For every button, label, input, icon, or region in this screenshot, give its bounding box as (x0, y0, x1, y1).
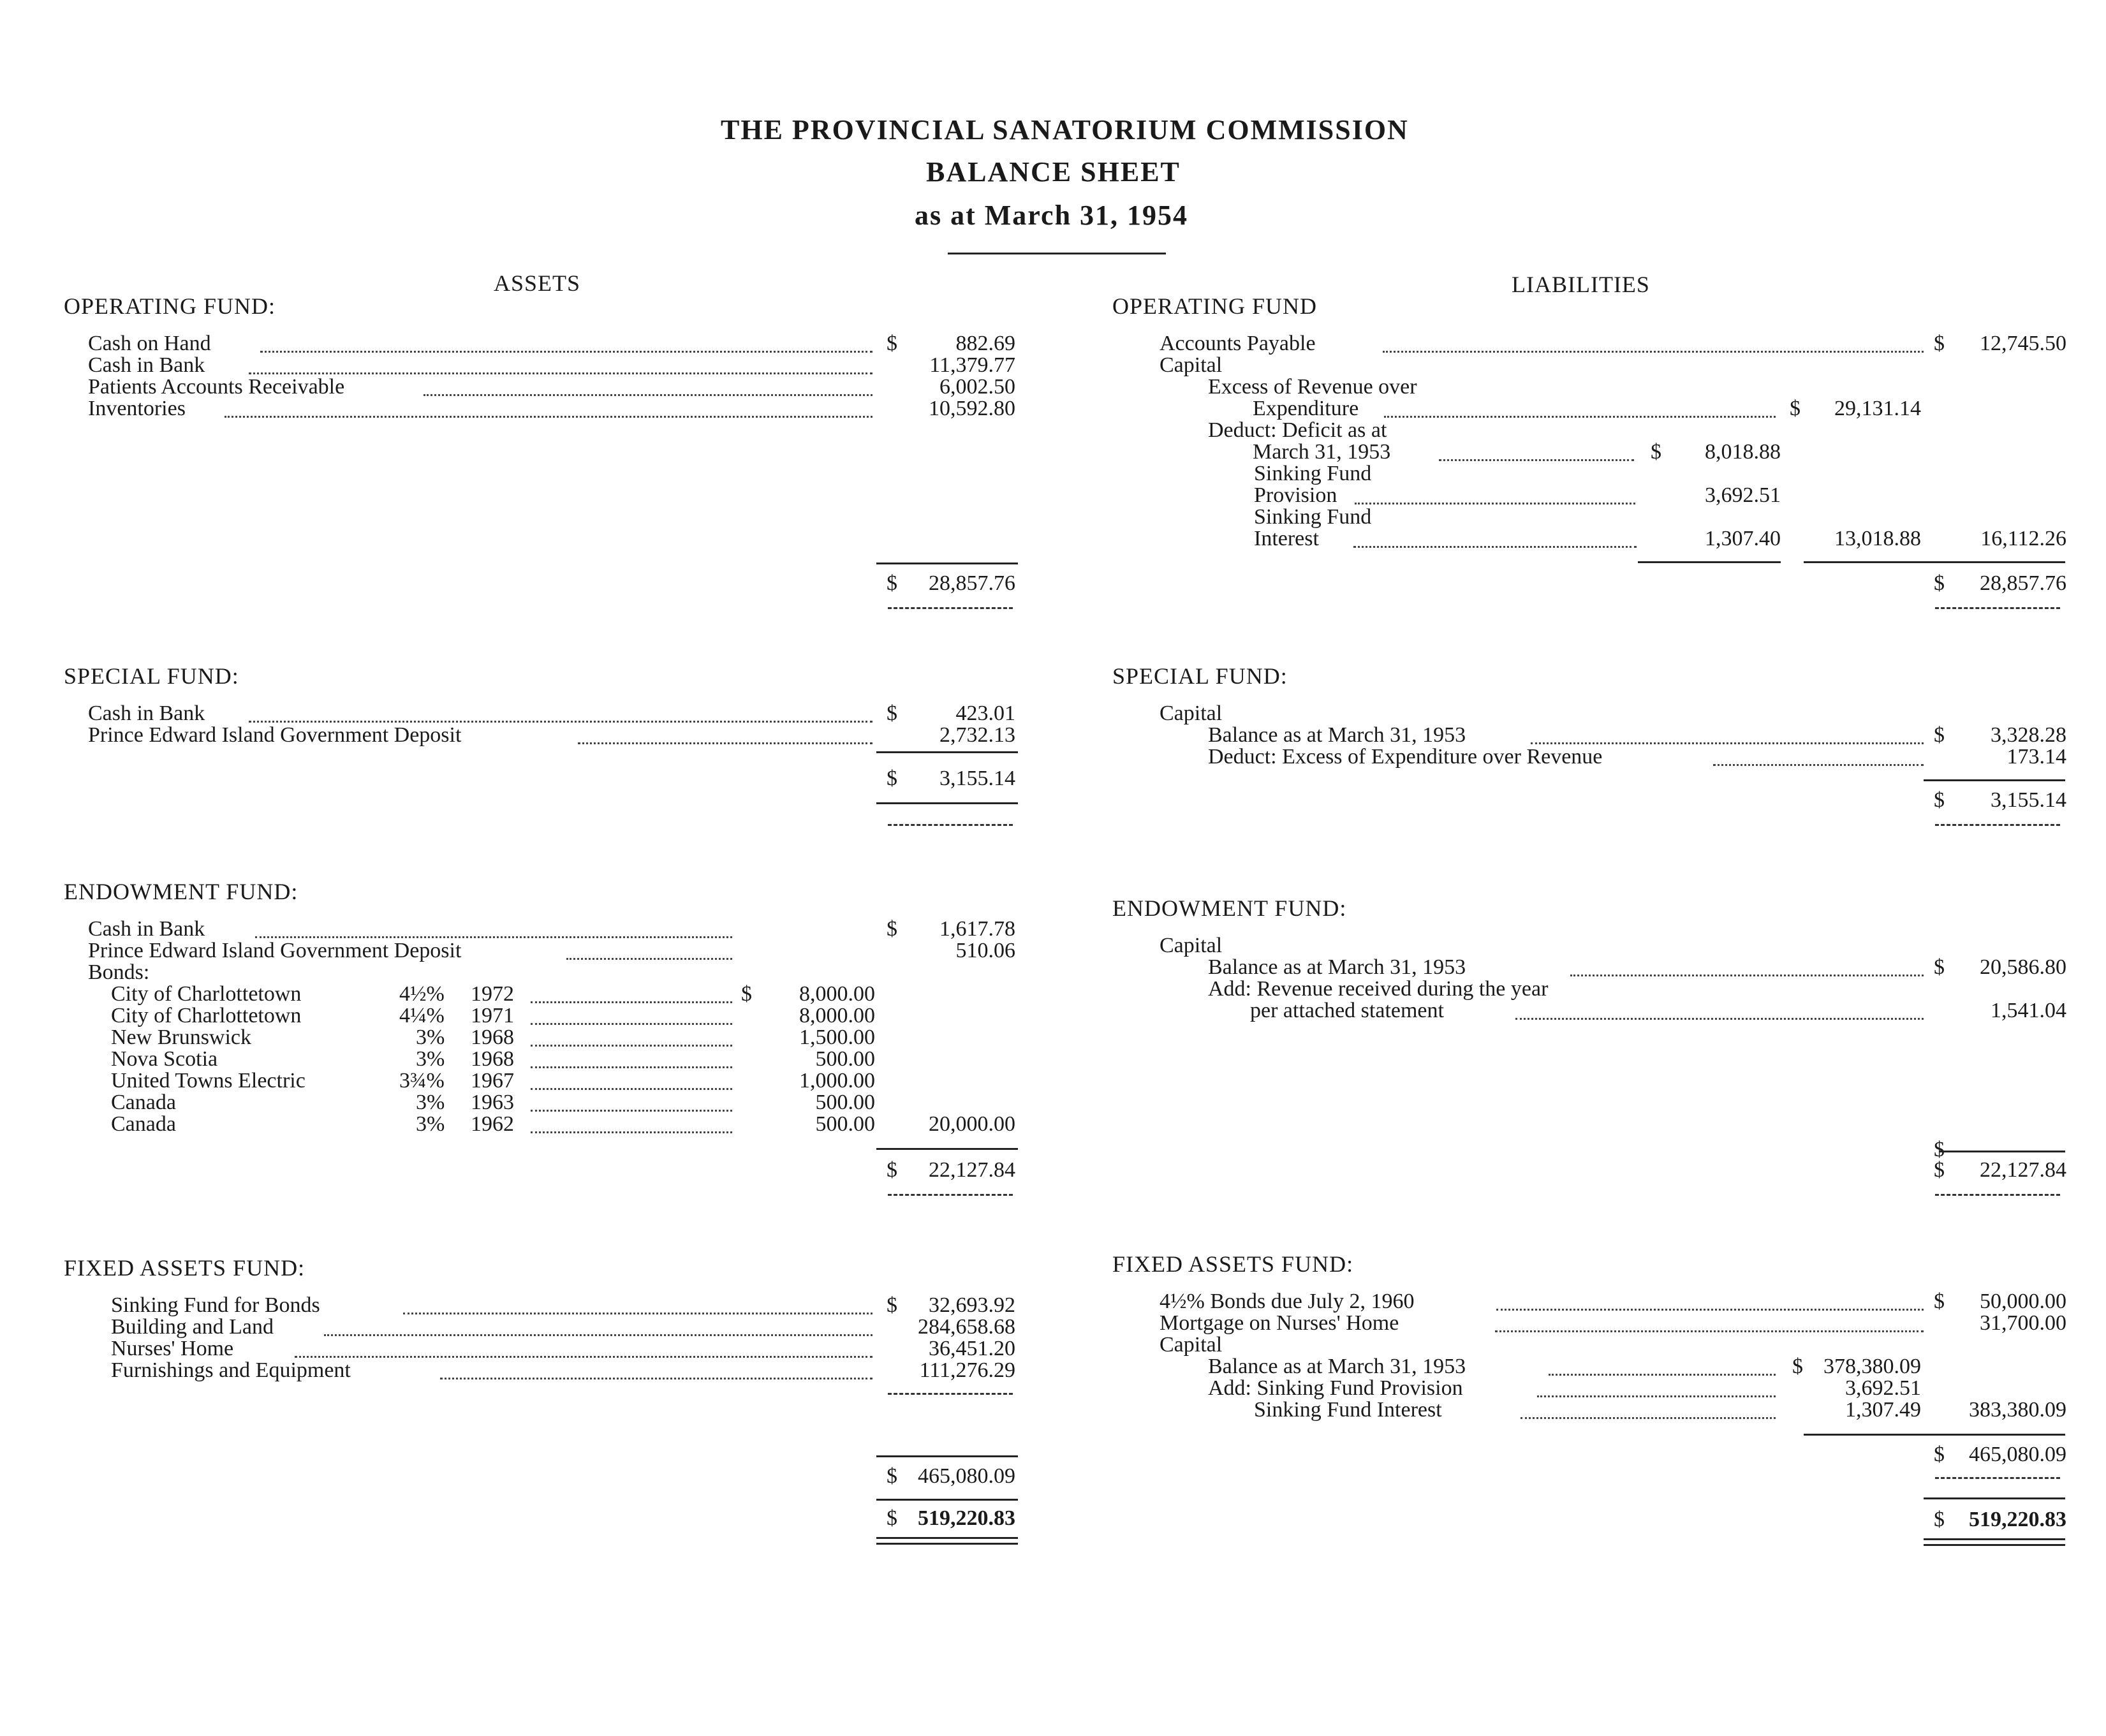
dollar-sign: $ (887, 571, 897, 595)
row-label: Balance as at March 31, 1953 (1208, 955, 1466, 979)
row-amount: 1,541.04 (1991, 999, 2066, 1022)
row-amount: 36,451.20 (929, 1337, 1015, 1360)
bond-year: 1968 (471, 1026, 514, 1049)
document-subtitle: BALANCE SHEET (926, 156, 1181, 188)
dollar-sign: $ (887, 1293, 897, 1317)
bond-rate: 4½% (399, 982, 445, 1006)
row-amount: 11,379.77 (929, 353, 1015, 377)
row-label: Deduct: Excess of Expenditure over Revenue (1208, 745, 1603, 769)
section-total: 28,857.76 (929, 571, 1015, 595)
liabilities-heading: LIABILITIES (1512, 272, 1650, 297)
bond-amount: 500.00 (815, 1112, 875, 1136)
row-amount: 10,592.80 (929, 397, 1015, 420)
dollar-sign: $ (1934, 1290, 1945, 1313)
dollar-sign: $ (1934, 1158, 1945, 1182)
row-amount: 8,018.88 (1705, 440, 1781, 464)
row-amount: 32,693.92 (929, 1293, 1015, 1317)
row-amount: 12,745.50 (1980, 332, 2066, 355)
header-rule (948, 253, 1166, 254)
row-label: Prince Edward Island Government Deposit (88, 939, 462, 962)
row-amount: 284,658.68 (918, 1315, 1015, 1339)
row-label: Cash in Bank (88, 917, 205, 941)
dollar-sign: $ (1790, 397, 1800, 420)
row-amount: 31,700.00 (1980, 1311, 2066, 1335)
bond-year: 1972 (471, 982, 514, 1006)
section-total: 28,857.76 (1980, 571, 2066, 595)
capital-label: Capital (1160, 702, 1223, 725)
dollar-sign: $ (887, 917, 897, 941)
document-title: THE PROVINCIAL SANATORIUM COMMISSION (721, 114, 1409, 145)
section-title: OPERATING FUND: (64, 293, 276, 319)
dollar-sign: $ (1651, 440, 1661, 464)
dollar-sign: $ (1792, 1355, 1803, 1378)
bond-year: 1971 (471, 1004, 514, 1027)
bond-rate: 3% (416, 1026, 445, 1049)
bond-amount: 8,000.00 (799, 982, 875, 1006)
grand-total-double-rule (1924, 1538, 2065, 1546)
section-title: OPERATING FUND (1112, 293, 1318, 319)
row-label: Deduct: Deficit as at (1208, 418, 1387, 442)
row-label: 4½% Bonds due July 2, 1960 (1160, 1290, 1415, 1313)
row-label: Sinking Fund for Bonds (111, 1293, 320, 1317)
row-label: Interest (1254, 527, 1319, 550)
row-amount: 6,002.50 (939, 375, 1015, 399)
dollar-sign: $ (1934, 1138, 1945, 1161)
bond-rate: 3% (416, 1047, 445, 1071)
bond-rate: 4¼% (399, 1004, 445, 1027)
bond-year: 1967 (471, 1069, 514, 1092)
row-label: Inventories (88, 397, 186, 420)
row-amount: 1,307.40 (1705, 527, 1781, 550)
bond-name: Canada (111, 1091, 176, 1114)
bond-rate: 3% (416, 1112, 445, 1136)
section-title: ENDOWMENT FUND: (1112, 895, 1347, 921)
grand-total-double-rule (876, 1537, 1018, 1545)
row-label: Nurses' Home (111, 1337, 234, 1360)
bond-name: New Brunswick (111, 1026, 252, 1049)
row-label: Balance as at March 31, 1953 (1208, 723, 1466, 747)
bond-name: Nova Scotia (111, 1047, 218, 1071)
dollar-sign: $ (1934, 788, 1945, 812)
bond-name: Canada (111, 1112, 176, 1136)
row-label: Accounts Payable (1160, 332, 1316, 355)
row-label: Sinking Fund Interest (1254, 1398, 1442, 1422)
row-amount: 423.01 (955, 702, 1015, 725)
liabilities-grand-total: 519,220.83 (1969, 1508, 2066, 1531)
row-label: Patients Accounts Receivable (88, 375, 345, 399)
dollar-sign: $ (1934, 955, 1945, 979)
section-title: FIXED ASSETS FUND: (1112, 1251, 1354, 1277)
bond-name: City of Charlottetown (111, 982, 302, 1006)
dollar-sign: $ (887, 1506, 897, 1530)
row-label: Sinking Fund (1254, 462, 1372, 485)
bond-amount: 500.00 (815, 1091, 875, 1114)
row-label: Furnishings and Equipment (111, 1358, 351, 1382)
bond-amount: 1,500.00 (799, 1026, 875, 1049)
dollar-sign: $ (887, 1158, 897, 1182)
dollar-sign: $ (887, 1464, 897, 1488)
capital-label: Capital (1160, 353, 1223, 377)
row-amount: 1,307.49 (1845, 1398, 1921, 1422)
row-amount: 378,380.09 (1823, 1355, 1921, 1378)
row-amount: 20,586.80 (1980, 955, 2066, 979)
bond-amount: 8,000.00 (799, 1004, 875, 1027)
row-amount: 16,112.26 (1980, 527, 2066, 550)
row-label: Prince Edward Island Government Deposit (88, 723, 462, 747)
row-label: Cash on Hand (88, 332, 211, 355)
row-amount: 50,000.00 (1980, 1290, 2066, 1313)
row-label: per attached statement (1250, 999, 1444, 1022)
assets-grand-total: 519,220.83 (918, 1506, 1015, 1530)
dollar-sign: $ (1934, 332, 1945, 355)
row-amount: 173.14 (2007, 745, 2066, 769)
bond-rate: 3¾% (399, 1069, 445, 1092)
dollar-sign: $ (887, 767, 897, 790)
row-amount: 383,380.09 (1969, 1398, 2066, 1422)
bond-rate: 3% (416, 1091, 445, 1114)
assets-heading: ASSETS (494, 270, 581, 296)
row-amount: 3,692.51 (1705, 483, 1781, 507)
section-total: 465,080.09 (1969, 1443, 2066, 1466)
row-amount: 3,692.51 (1845, 1376, 1921, 1400)
row-amount: 3,328.28 (1991, 723, 2066, 747)
bond-year: 1963 (471, 1091, 514, 1114)
section-total: 22,127.84 (1980, 1158, 2066, 1182)
capital-label: Capital (1160, 1333, 1223, 1357)
bond-name: United Towns Electric (111, 1069, 306, 1092)
row-amount: 882.69 (955, 332, 1015, 355)
row-amount: 2,732.13 (939, 723, 1015, 747)
row-label: Cash in Bank (88, 353, 205, 377)
bonds-label: Bonds: (88, 960, 150, 984)
section-title: SPECIAL FUND: (64, 663, 239, 689)
row-label: Sinking Fund (1254, 505, 1372, 529)
row-label: Provision (1254, 483, 1337, 507)
bond-amount: 500.00 (815, 1047, 875, 1071)
section-title: ENDOWMENT FUND: (64, 879, 298, 904)
capital-label: Capital (1160, 934, 1223, 957)
section-total: 3,155.14 (939, 767, 1015, 790)
bond-year: 1962 (471, 1112, 514, 1136)
section-total: 465,080.09 (918, 1464, 1015, 1488)
section-total: 22,127.84 (929, 1158, 1015, 1182)
dollar-sign: $ (1934, 571, 1945, 595)
dollar-sign: $ (887, 332, 897, 355)
bond-name: City of Charlottetown (111, 1004, 302, 1027)
row-amount: 13,018.88 (1834, 527, 1921, 550)
bond-amount: 1,000.00 (799, 1069, 875, 1092)
bonds-total: 20,000.00 (929, 1112, 1015, 1136)
section-total: 3,155.14 (1991, 788, 2066, 812)
dollar-sign: $ (1934, 1443, 1945, 1466)
row-label: Add: Revenue received during the year (1208, 977, 1549, 1001)
dollar-sign: $ (887, 702, 897, 725)
row-amount: 1,617.78 (939, 917, 1015, 941)
dollar-sign: $ (741, 982, 752, 1006)
row-label: Mortgage on Nurses' Home (1160, 1311, 1399, 1335)
row-label: Excess of Revenue over (1208, 375, 1417, 399)
row-label: March 31, 1953 (1253, 440, 1391, 464)
dollar-sign: $ (1934, 723, 1945, 747)
bond-year: 1968 (471, 1047, 514, 1071)
row-label: Balance as at March 31, 1953 (1208, 1355, 1466, 1378)
section-title: SPECIAL FUND: (1112, 663, 1288, 689)
row-label: Expenditure (1253, 397, 1359, 420)
section-title: FIXED ASSETS FUND: (64, 1255, 306, 1281)
row-amount: 510.06 (955, 939, 1015, 962)
row-label: Cash in Bank (88, 702, 205, 725)
row-label: Add: Sinking Fund Provision (1208, 1376, 1463, 1400)
row-amount: 29,131.14 (1834, 397, 1921, 420)
row-amount: 111,276.29 (919, 1358, 1015, 1382)
dollar-sign: $ (1934, 1508, 1945, 1531)
row-label: Building and Land (111, 1315, 274, 1339)
document-date: as at March 31, 1954 (915, 200, 1189, 231)
